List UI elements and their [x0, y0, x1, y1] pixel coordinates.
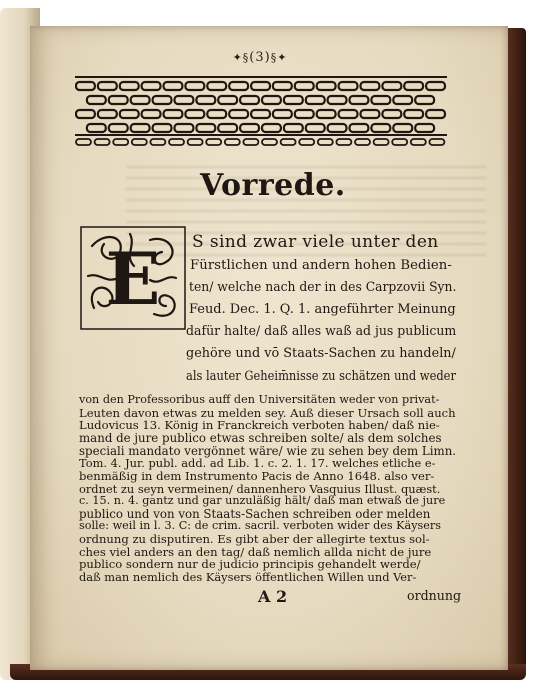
- border-chain-link: [306, 96, 325, 104]
- text-line: Feud. Dec. 1. Q. 1. angeführter Meinung: [189, 302, 456, 317]
- page-number: [200, 50, 320, 68]
- text-line: mand de jure publico etwas schreiben solte/ als dem solches: [79, 430, 442, 445]
- border-chain-link: [132, 139, 147, 145]
- page-number-text: (3): [249, 50, 271, 65]
- border-chain-link: [218, 96, 237, 104]
- text-line: ordnung zu disputiren. Es gibt aber der allegirte textus sol-: [79, 532, 430, 547]
- border-chain-link: [415, 96, 434, 104]
- border-chain-link: [371, 124, 390, 132]
- text-line: Leuten davon etwas zu melden sey. Auß dieser Ursach soll auch: [79, 405, 456, 420]
- border-chain-link: [284, 124, 303, 132]
- border-chain-link: [109, 124, 128, 132]
- border-chain-link: [262, 96, 281, 104]
- border-chain-link: [339, 82, 358, 90]
- text-line: solle: weil in l. 3. C: de crim. sacril. verboten wider des Käysers: [79, 519, 441, 533]
- border-chain-link: [328, 124, 347, 132]
- border-chain-link: [120, 110, 139, 118]
- border-chain-link: [262, 124, 281, 132]
- catchword: ordnung: [407, 588, 462, 603]
- border-chain-link: [142, 110, 161, 118]
- border-chain-link: [355, 139, 370, 145]
- border-chain-link: [207, 82, 226, 90]
- border-chain-link: [120, 82, 139, 90]
- border-chain-link: [131, 124, 150, 132]
- border-chain-link: [153, 124, 172, 132]
- border-chain-link: [113, 139, 128, 145]
- border-chain-link: [153, 96, 172, 104]
- border-chain-link: [95, 139, 110, 145]
- text-line: Fürstlichen und andern hohen Bedien-: [190, 258, 452, 273]
- border-chain-link: [185, 82, 204, 90]
- border-chain-link: [361, 82, 380, 90]
- text-line: ordnet zu seyn vermeinen/ dannenhero Vasquius Illust. quæst.: [79, 481, 441, 496]
- border-chain-link: [392, 139, 407, 145]
- border-chain-link: [175, 124, 194, 132]
- border-chain-link: [426, 82, 445, 90]
- border-chain-link: [98, 82, 117, 90]
- border-chain-link: [262, 139, 277, 145]
- border-chain-link: [169, 139, 184, 145]
- text-line: S sind zwar viele unter den: [192, 232, 439, 252]
- text-line: Ludovicus 13. König in Franckreich verboten haben/ daß nie-: [79, 418, 440, 433]
- ornamental-border-band: [75, 76, 447, 148]
- border-chain-link: [225, 139, 240, 145]
- border-chain-link: [350, 96, 369, 104]
- border-chain-link: [206, 139, 221, 145]
- border-chain-link: [142, 82, 161, 90]
- border-chain-link: [76, 139, 91, 145]
- border-chain-link: [317, 82, 336, 90]
- text-line: gehöre und vō Staats-Sachen zu handeln/: [186, 346, 456, 361]
- text-line: dafür halte/ daß alles waß ad jus publicum: [186, 324, 457, 339]
- border-chain-link: [273, 82, 292, 90]
- page-number-ornament-left: ✦§: [232, 51, 250, 64]
- page-number-ornament-right: §✦: [270, 51, 288, 64]
- text-line: ches viel anders an den tag/ daß nemlich allda nicht de jure: [79, 544, 432, 559]
- border-chain-link: [429, 139, 444, 145]
- text-line: von den Professoribus auff den Universitäten weder von privat-: [79, 393, 440, 406]
- text-line: c. 15. n. 4. gantz und gar unzuläßig hält/ daß man etwaß de jure: [79, 494, 446, 508]
- border-chain-link: [415, 124, 434, 132]
- border-chain-link: [76, 110, 95, 118]
- border-chain-link: [188, 139, 203, 145]
- border-chain-link: [393, 96, 412, 104]
- border-chain-link: [281, 139, 296, 145]
- border-chain-link: [243, 139, 258, 145]
- border-chain-link: [87, 124, 106, 132]
- border-chain-link: [411, 139, 426, 145]
- border-chain-link: [98, 110, 117, 118]
- border-chain-link: [150, 139, 165, 145]
- border-chain-link: [229, 82, 248, 90]
- border-chain-link: [339, 110, 358, 118]
- border-chain-link: [76, 82, 95, 90]
- border-chain-link: [109, 96, 128, 104]
- border-chain-link: [426, 110, 445, 118]
- border-chain-link: [185, 110, 204, 118]
- border-chain-link: [196, 96, 215, 104]
- border-chain-link: [382, 110, 401, 118]
- border-bottom-chain: [76, 139, 444, 145]
- border-chain-link: [273, 110, 292, 118]
- border-chain-link: [196, 124, 215, 132]
- text-line: als lauter Geheim̄nisse zu schätzen und weder: [186, 368, 456, 383]
- border-chain-link: [284, 96, 303, 104]
- border-chain-link: [207, 110, 226, 118]
- border-chain-link: [336, 139, 351, 145]
- border-chain-link: [218, 124, 237, 132]
- decorated-initial: [80, 226, 186, 330]
- border-row-bottom: [75, 134, 447, 136]
- signature-mark: A 2: [258, 587, 288, 606]
- border-chain-link: [317, 110, 336, 118]
- border-chain-link: [350, 124, 369, 132]
- border-chain-link: [240, 124, 259, 132]
- text-line: ten/ welche nach der in des Carpzovii Syn.: [189, 280, 457, 295]
- border-chain-link: [229, 110, 248, 118]
- border-chain-link: [240, 96, 259, 104]
- border-chain-link: [382, 82, 401, 90]
- border-chain-link: [251, 110, 270, 118]
- border-chain-link: [175, 96, 194, 104]
- text-line: benmäßig in dem Instrumento Pacis de Anno 1648. also ver-: [79, 468, 435, 483]
- border-chain-link: [371, 96, 390, 104]
- border-chain-link: [393, 124, 412, 132]
- border-chain-link: [306, 124, 325, 132]
- text-line: publico sondern nur de judicio principis gehandelt werde/: [79, 557, 421, 572]
- border-row-top: [75, 76, 447, 78]
- border-chain-link: [131, 96, 150, 104]
- border-chain-link: [251, 82, 270, 90]
- border-chain-link: [374, 139, 389, 145]
- border-chain-link: [164, 110, 183, 118]
- section-heading: Vorrede.: [200, 168, 346, 203]
- border-chain-link: [299, 139, 314, 145]
- border-chain-link: [295, 82, 314, 90]
- border-chain-link: [87, 96, 106, 104]
- border-chain-rows: [76, 82, 445, 132]
- border-chain-link: [361, 110, 380, 118]
- border-chain-link: [404, 82, 423, 90]
- border-chain-link: [318, 139, 333, 145]
- initial-letter: E: [105, 236, 161, 321]
- text-line: daß man nemlich des Käysers öffentlichen Willen und Ver-: [79, 570, 417, 584]
- border-chain-link: [404, 110, 423, 118]
- text-line: publico und von von Staats-Sachen schreiben oder melden: [79, 506, 431, 521]
- text-line: Tom. 4. Jur. publ. add. ad Lib. 1. c. 2. 1. 17. welches etliche e-: [79, 456, 436, 471]
- border-chain-link: [164, 82, 183, 90]
- border-chain-link: [328, 96, 347, 104]
- text-line: speciali mandato vergönnet wäre/ wie zu sehen bey dem Limn.: [79, 443, 457, 458]
- border-chain-link: [295, 110, 314, 118]
